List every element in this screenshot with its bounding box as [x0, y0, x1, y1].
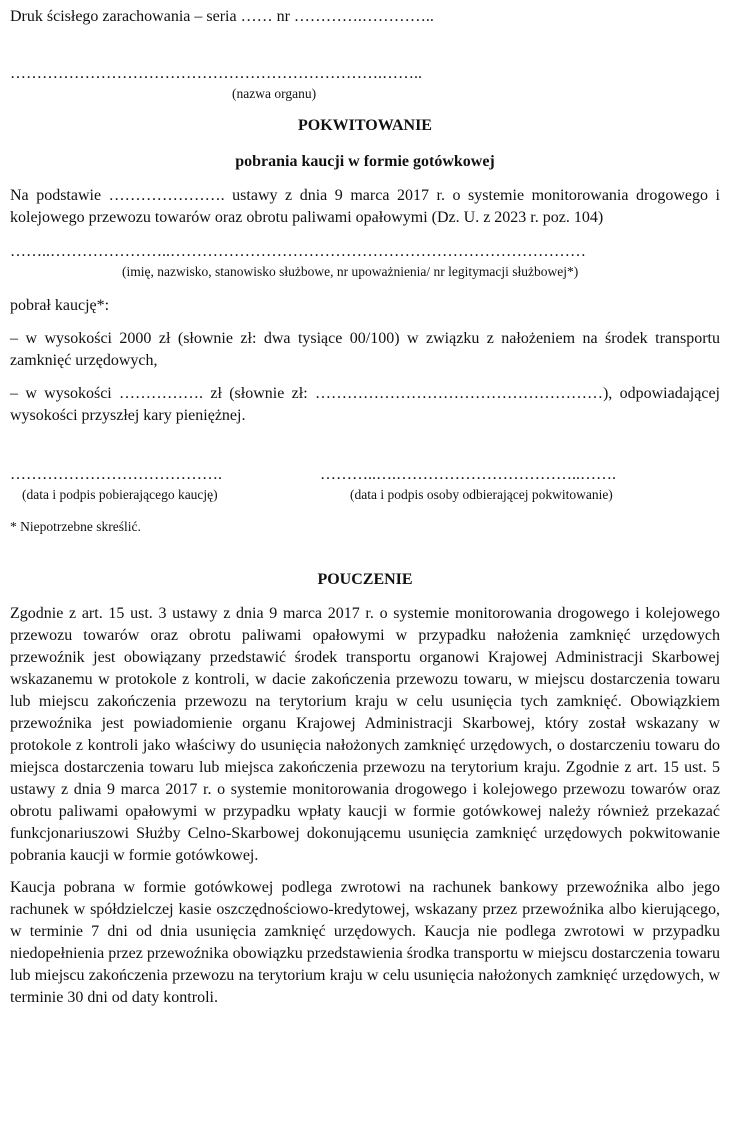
footnote: * Niepotrzebne skreślić.: [10, 519, 141, 534]
legal-basis-paragraph: Na podstawie …………………. ustawy z dnia 9 marca 2017 r. o systemie monitorowania drogowego i kolejowego przewozu towarów oraz obrotu paliwami opałowymi (Dz. U. z 2023 r. poz. 104): [10, 187, 720, 226]
instruction-paragraph-1: Zgodnie z art. 15 ust. 3 ustawy z dnia 9 marca 2017 r. o systemie monitorowania drogowego i kolejowego przewozu towarów oraz obrotu paliwami opałowymi w przypadku nałożenia zamknięć urzędowych przewoźnik jest obowiązany przedstawić środek transportu organowi Krajowej Administracji Skarbowej wskazanemu w protokole z kontroli, w dacie zakończenia przewozu towaru, w miejscu dostarczenia towaru lub miejscu zakończenia przewozu na terytorium kraju w celu usunięcia tych zamknięć. Obowiązkiem przewoźnika jest powiadomienie organu Krajowej Administracji Skarbowej, który został wskazany w protokole z kontroli jako właściwy do usunięcia nałożonych zamknięć urzędowych, o dostarczeniu towaru do miejsca dostarczenia towaru lub miejsca zakończenia przewozu na terytorium kraju. Zgodnie z art. 15 ust. 5 ustawy z dnia 9 marca 2017 r. o systemie monitorowania drogowego i kolejowego przewozu towarów oraz obrotu paliwami opałowymi w przypadku wpłaty kaucji w formie gotówkowej należy również przekazać funkcjonariuszowi Służby Celno-Skarbowej dokonującemu usunięcia zamknięć urzędowych pokwitowanie pobrania kaucji w formie gotówkowej.: [10, 605, 720, 864]
collector-signature-caption: (data i podpis pobierającego kaucję): [22, 487, 218, 502]
document-title: POKWITOWANIE: [298, 117, 432, 134]
deposit-option-1: – w wysokości 2000 zł (słownie zł: dwa tysiące 00/100) w związku z nałożeniem na środek transportu zamknięć urzędowych,: [10, 330, 720, 369]
recipient-signature-block: [320, 465, 720, 503]
organ-name-field: …………………………………………………………….……..: [10, 65, 422, 82]
spacer: [10, 28, 720, 64]
officer-field: ……..…………………..……………………………………………………………………: [10, 243, 586, 260]
instruction-title: POUCZENIE: [317, 571, 413, 588]
collected-label: pobrał kaucję*:: [10, 297, 110, 314]
organ-name-caption: (nazwa organu): [232, 86, 317, 101]
series-number-line: Druk ścisłego zarachowania – seria …… nr ………….…………..: [10, 8, 434, 25]
collector-signature-field: ………………………………….: [10, 466, 222, 483]
recipient-signature-caption: (data i podpis osoby odbierającej pokwitowanie): [350, 487, 613, 502]
officer-caption: (imię, nazwisko, stanowisko służbowe, nr upoważnienia/ nr legitymacji służbowej*): [122, 264, 579, 279]
collector-signature-block: [10, 465, 280, 503]
deposit-option-2: – w wysokości ……………. zł (słownie zł: ………………………………………………), odpowiadającej wysokości przyszłej kary pieniężnej.: [10, 385, 720, 424]
signature-row: [10, 465, 720, 503]
recipient-signature-field: ………..….……………………………..…….: [320, 466, 616, 483]
instruction-paragraph-2: Kaucja pobrana w formie gotówkowej podlega zwrotowi na rachunek bankowy przewoźnika albo jego rachunek w spółdzielczej kasie oszczędnościowo-kredytowej, wskazany przez przewoźnika albo kierującego, w terminie 7 dni od dnia usunięcia zamknięć urzędowych. Kaucja nie podlega zwrotowi w przypadku niedopełnienia przez przewoźnika obowiązku przedstawienia środka transportu w miejscu dostarczenia towaru lub miejscu zakończenia przewozu na terytorium kraju w celu usunięcia nałożonych zamknięć urzędowych, w terminie 30 dni od daty kontroli.: [10, 879, 720, 1006]
document-subtitle: pobrania kaucji w formie gotówkowej: [235, 153, 495, 170]
